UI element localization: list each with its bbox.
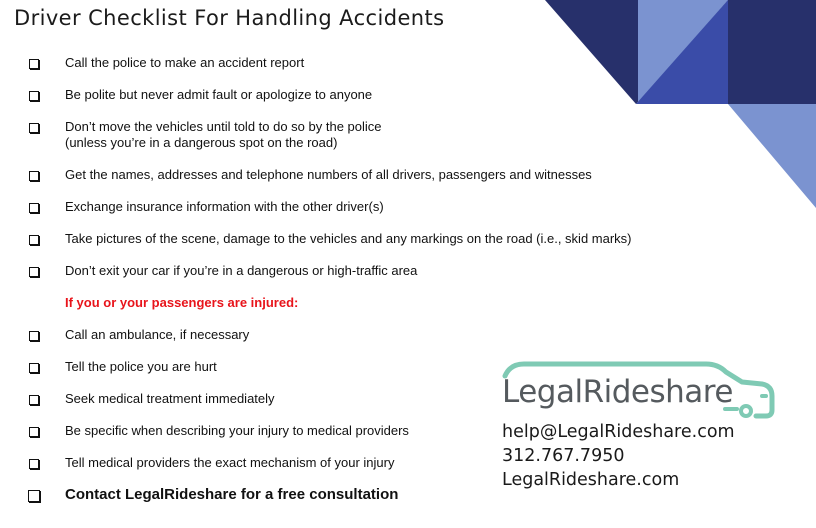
checklist-item-text: Don’t exit your car if you’re in a dangerous or high-traffic area [65, 263, 418, 278]
checklist-item-text-line2: (unless you’re in a dangerous spot on the road) [65, 135, 338, 150]
checklist-item-text: Seek medical treatment immediately [65, 391, 275, 406]
checkbox-icon [29, 459, 39, 469]
checkbox-icon [29, 123, 39, 133]
contact-phone: 312.767.7950 [502, 446, 625, 466]
checklist-item-text: Tell medical providers the exact mechanism of your injury [65, 455, 395, 470]
checkbox-icon [29, 235, 39, 245]
injured-section-heading: If you or your passengers are injured: [65, 295, 299, 310]
checkbox-icon [29, 395, 39, 405]
brand-block [500, 360, 790, 500]
checkbox-icon [29, 331, 39, 341]
checkbox-icon [29, 267, 39, 277]
checklist-item-text: Be specific when describing your injury to medical providers [65, 423, 409, 438]
checkbox-icon [29, 363, 39, 373]
brand-name: LegalRideshare [502, 374, 733, 410]
checklist-item-text: Get the names, addresses and telephone numbers of all drivers, passengers and witnesses [65, 167, 592, 182]
checklist-item-text: Call the police to make an accident report [65, 55, 305, 70]
consultation-cta-text: Contact LegalRideshare for a free consultation [65, 486, 399, 503]
checkbox-icon [29, 203, 39, 213]
page-title: Driver Checklist For Handling Accidents [14, 6, 445, 30]
contact-website: LegalRideshare.com [502, 470, 680, 490]
checkbox-icon [28, 490, 40, 502]
checklist-item-text: Call an ambulance, if necessary [65, 327, 250, 342]
checklist-item-text: Take pictures of the scene, damage to the vehicles and any markings on the road (i.e., skid marks) [65, 231, 632, 246]
checkbox-icon [29, 427, 39, 437]
checklist-item-text: Be polite but never admit fault or apologize to anyone [65, 87, 373, 102]
checkbox-icon [29, 59, 39, 69]
contact-email: help@LegalRideshare.com [502, 422, 735, 442]
checklist-item-text: Don’t move the vehicles until told to do so by the police [65, 119, 382, 134]
checklist-item-text: Exchange insurance information with the other driver(s) [65, 199, 384, 214]
checkbox-icon [29, 171, 39, 181]
checklist-item-text: Tell the police you are hurt [65, 359, 217, 374]
checkbox-icon [29, 91, 39, 101]
